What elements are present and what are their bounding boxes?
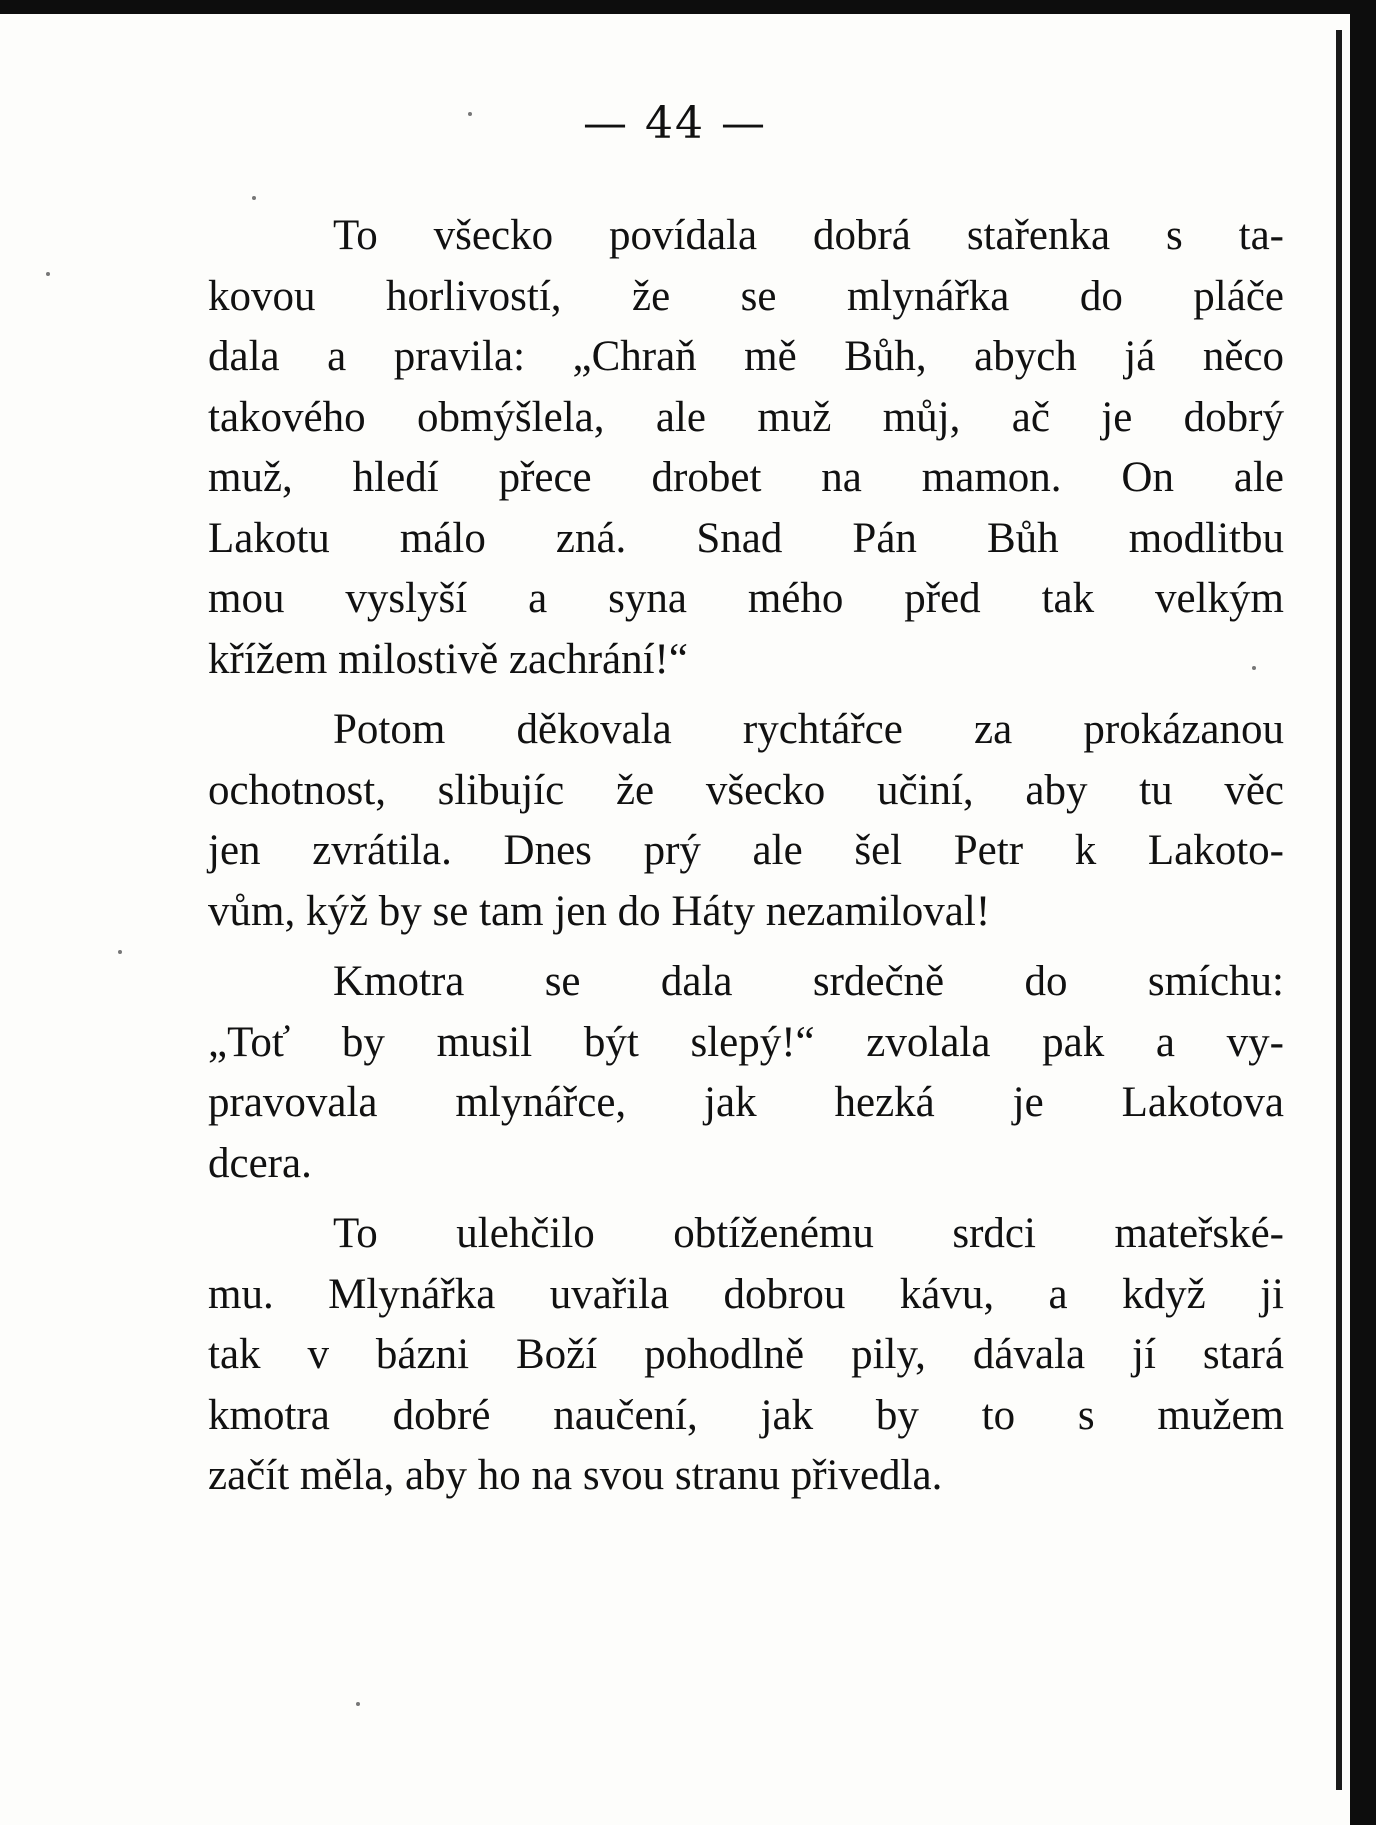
scan-speck: [118, 950, 122, 954]
text-line: jen zvrátila. Dnes prý ale šel Petr k Lakoto-: [208, 827, 1284, 874]
scan-edge-top: [0, 0, 1376, 14]
text-line: vům, kýž by se tam jen do Háty nezamiloval!: [208, 887, 991, 935]
text-line: muž, hledí přece drobet na mamon. On ale: [208, 454, 1284, 501]
scan-speck: [252, 196, 256, 200]
text-line: kovou horlivostí, že se mlynářka do pláče: [208, 272, 1284, 320]
text-line: takového obmýšlela, ale muž můj, ač je dobrý: [208, 393, 1284, 441]
text-line: křížem milostivě zachrání!“: [208, 635, 688, 683]
paragraph-1: [208, 206, 1284, 690]
text-line: Potom děkovala rychtářce za prokázanou: [333, 706, 1284, 753]
body-text: [208, 206, 1284, 1507]
text-line: tak v bázni Boží pohodlně pily, dávala jí stará: [208, 1331, 1284, 1378]
text-line: To ulehčilo obtíženému srdci mateřské-: [333, 1210, 1284, 1257]
text-line: kmotra dobré naučení, jak by to s mužem: [208, 1391, 1284, 1439]
paragraph-3: [208, 952, 1284, 1194]
text-line: mou vyslyší a syna mého před tak velkým: [208, 575, 1284, 622]
text-line: Lakotu málo zná. Snad Pán Bůh modlitbu: [208, 514, 1284, 562]
text-line: pravovala mlynářce, jak hezká je Lakotova: [208, 1079, 1284, 1126]
text-line: To všecko povídala dobrá stařenka s ta-: [333, 212, 1284, 259]
text-line: Kmotra se dala srdečně do smíchu:: [333, 958, 1284, 1005]
text-line: ochotnost, slibujíc že všecko učiní, aby tu věc: [208, 766, 1284, 814]
page-number: — 44 —: [583, 98, 767, 149]
text-line: začít měla, aby ho na svou stranu přivedla.: [208, 1452, 943, 1499]
scan-edge-line: [1336, 30, 1342, 1790]
scan-edge-right: [1350, 0, 1376, 1825]
paragraph-4: [208, 1204, 1284, 1507]
scan-speck: [46, 272, 50, 276]
text-line: dcera.: [208, 1139, 312, 1187]
scan-speck: [356, 1702, 360, 1706]
text-line: mu. Mlynářka uvařila dobrou kávu, a když ji: [208, 1270, 1284, 1318]
paragraph-2: [208, 700, 1284, 942]
text-line: dala a pravila: „Chraň mě Bůh, abych já něco: [208, 333, 1284, 380]
text-line: „Toť by musil být slepý!“ zvolala pak a vy-: [208, 1018, 1284, 1066]
